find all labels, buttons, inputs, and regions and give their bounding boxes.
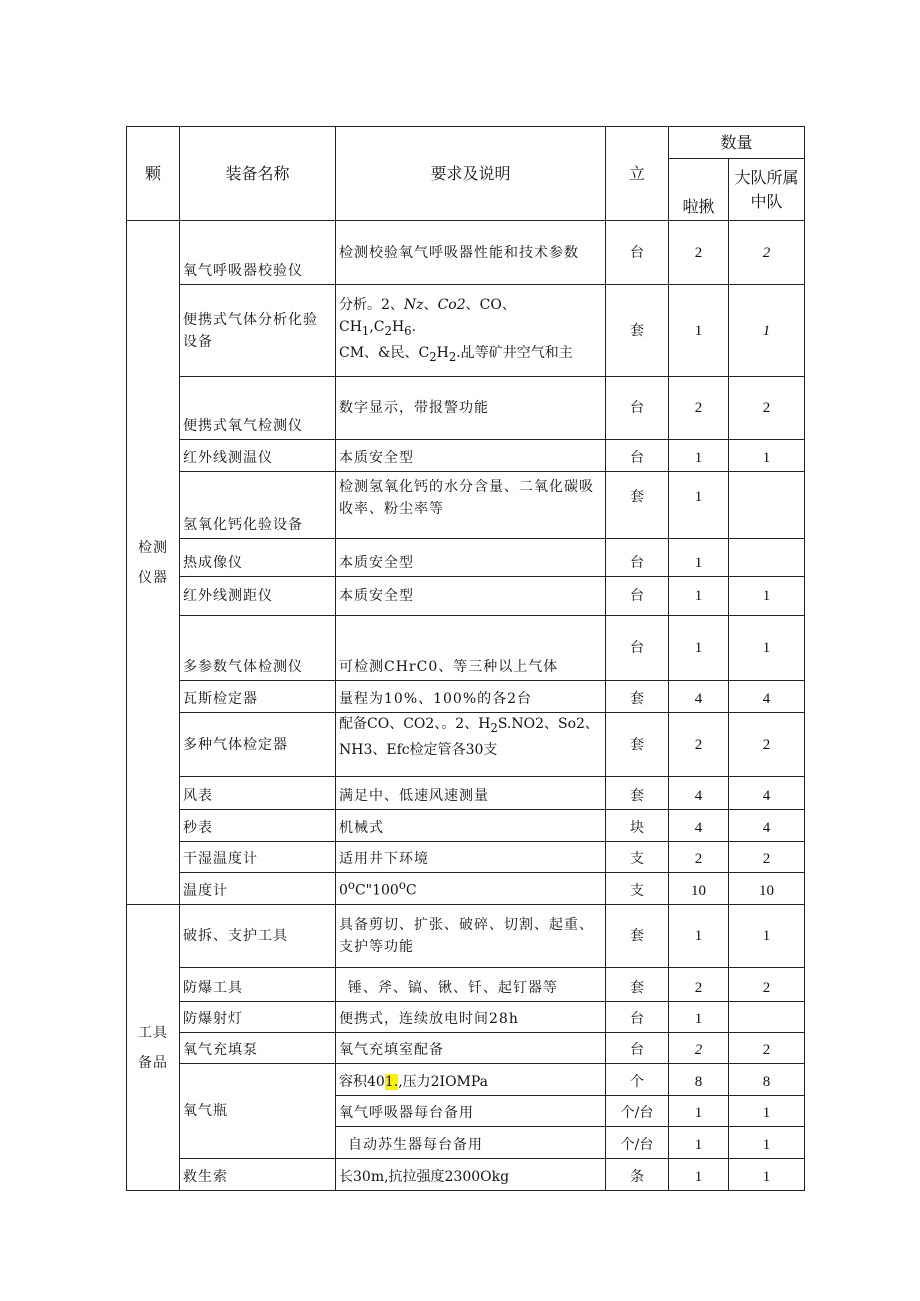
row-qty-b: 1 [729,616,805,681]
row-desc [336,285,606,377]
row-desc: 本质安全型 [336,539,606,577]
row-name: 破拆、支护工具 [180,905,336,968]
desc-text: H [436,344,449,361]
desc-text: Nz [403,296,424,313]
group-tools-label: 工具备品 [138,1024,168,1071]
row-name: 防爆工具 [180,968,336,1002]
desc-text: C"100 [354,883,399,899]
row-unit: 个/台 [606,1096,669,1127]
row-name: 多参数气体检测仪 [180,616,336,681]
row-qty-b [729,472,805,539]
desc-sup: o [398,878,406,893]
row-qty-a: 1 [669,577,729,616]
row-qty-b: 1 [729,1096,805,1127]
row-qty-a: 4 [669,810,729,842]
row-qty-a: 1 [669,539,729,577]
header-desc: 要求及说明 [336,127,606,221]
row-name: 温度计 [180,873,336,905]
desc-text: H [391,318,405,335]
row-qty-b: 4 [729,681,805,713]
desc-sub: 2 [384,323,392,338]
desc-text: 、CO、 [465,296,516,313]
group-detect-label: 检测仪器 [138,539,168,586]
desc-text: 分析。2、 [339,296,404,313]
row-qty-a: 4 [669,777,729,810]
row-desc: 本质安全型 [336,440,606,472]
row-qty-b: 1 [729,285,805,377]
desc-sub: 1 [361,323,370,338]
row-unit: 套 [606,968,669,1002]
row-qty-b: 2 [729,713,805,777]
desc-text: NH3、Efc检定管各30支 [339,741,498,758]
row-desc: 可检测CHrC0、等三种以上气体 [336,616,606,681]
row-desc: 量程为10%、100%的各2台 [336,681,606,713]
row-qty-b: 1 [729,1159,805,1191]
row-name: 秒表 [180,810,336,842]
row-desc: 检测校验氧气呼吸器性能和技术参数 [336,221,606,285]
row-name: 瓦斯检定器 [180,681,336,713]
row-unit: 台 [606,616,669,681]
row-name: 干湿温度计 [180,842,336,873]
row-qty-b: 2 [729,968,805,1002]
row-unit: 台 [606,539,669,577]
equipment-table [126,126,805,1191]
row-desc: 满足中、低速风速测量 [336,777,606,810]
row-qty-a: 2 [669,1033,729,1064]
row-qty-a: 10 [669,873,729,905]
row-unit: 台 [606,1002,669,1033]
row-desc [336,713,606,777]
desc-text: Co2 [437,296,466,313]
header-qty: 数量 [669,127,805,159]
desc-sup: o [347,878,355,893]
desc-text: ,C [369,318,385,335]
row-unit: 台 [606,1033,669,1064]
row-qty-a: 1 [669,1159,729,1191]
row-qty-b: 4 [729,810,805,842]
row-desc: 具备剪切、扩张、破碎、切割、起重、支护等功能 [336,905,606,968]
group-detect [127,221,180,905]
row-qty-a: 2 [669,377,729,440]
row-name: 红外线测温仪 [180,440,336,472]
row-name: 氧气瓶 [180,1064,336,1159]
desc-text: CM、&民、C [339,344,430,361]
desc-text: .乩等矿井空气和主 [456,344,573,361]
row-qty-b: 2 [729,1033,805,1064]
desc-text: 配备CO、CO2、。2、H [339,716,491,732]
row-name: 氧气充填泵 [180,1033,336,1064]
row-qty-a: 1 [669,285,729,377]
row-qty-b [729,1002,805,1033]
row-qty-a: 1 [669,616,729,681]
row-unit: 个 [606,1064,669,1096]
row-unit: 台 [606,577,669,616]
row-name: 风表 [180,777,336,810]
row-unit: 台 [606,377,669,440]
desc-text: S.NO2、So2、 [497,716,599,732]
row-qty-a: 4 [669,681,729,713]
row-qty-a: 2 [669,968,729,1002]
desc-sub: 2 [448,349,457,364]
row-name: 氢氧化钙化验设备 [180,472,336,539]
header-qty-a: 啦揪 [669,159,729,221]
desc-text: 、 [423,296,438,313]
row-desc: 机械式 [336,810,606,842]
row-qty-b: 1 [729,440,805,472]
row-name: 便携式氧气检测仪 [180,377,336,440]
row-unit: 块 [606,810,669,842]
header-name: 装备名称 [180,127,336,221]
row-desc: 适用井下环境 [336,842,606,873]
row-qty-a: 2 [669,842,729,873]
desc-text: . [411,318,417,335]
row-name: 救生索 [180,1159,336,1191]
row-desc: 本质安全型 [336,577,606,616]
desc-sub: 6 [404,323,412,338]
row-name: 红外线测距仪 [180,577,336,616]
row-name: 多种气体检定器 [180,713,336,777]
row-qty-b [729,539,805,577]
row-qty-b: 10 [729,873,805,905]
row-unit: 套 [606,905,669,968]
desc-sub: 2 [490,720,498,735]
desc-text: ,压力2IOMPa [398,1074,489,1090]
row-qty-a: 1 [669,1096,729,1127]
row-name: 氧气呼吸器校验仪 [180,221,336,285]
row-qty-a: 1 [669,905,729,968]
row-qty-a: 1 [669,1127,729,1159]
row-unit: 套 [606,681,669,713]
row-qty-b: 4 [729,777,805,810]
row-qty-a: 2 [669,713,729,777]
desc-text: 0 [339,883,348,899]
desc-highlight: 1. [384,1074,399,1090]
row-qty-b: 8 [729,1064,805,1096]
desc-text: C [405,883,417,899]
row-unit: 台 [606,440,669,472]
row-desc: 数字显示，带报警功能 [336,377,606,440]
row-desc: 长30m,抗拉强度2300Okg [336,1159,606,1191]
row-unit: 条 [606,1159,669,1191]
desc-text: 容积40 [339,1074,385,1090]
desc-sub: 2 [429,349,437,364]
desc-text: CH [339,318,362,335]
row-desc: 便携式，连续放电时间28h [336,1002,606,1033]
row-unit: 套 [606,777,669,810]
row-unit: 台 [606,221,669,285]
header-category: 颗 [127,127,180,221]
row-qty-b: 1 [729,577,805,616]
row-unit: 支 [606,873,669,905]
row-qty-b: 2 [729,842,805,873]
row-qty-b: 2 [729,377,805,440]
row-qty-b: 1 [729,905,805,968]
row-unit: 支 [606,842,669,873]
row-qty-b: 2 [729,221,805,285]
row-qty-b: 1 [729,1127,805,1159]
header-unit: 立 [606,127,669,221]
row-desc: 氧气充填室配备 [336,1033,606,1064]
row-desc: 锤、斧、镐、锹、钎、起钉器等 [336,968,606,1002]
row-name: 防爆射灯 [180,1002,336,1033]
row-desc: 氧气呼吸器每台备用 [336,1096,606,1127]
row-unit: 套 [606,472,669,539]
row-qty-a: 8 [669,1064,729,1096]
header-qty-b: 大队所属中队 [729,159,805,221]
row-unit: 套 [606,713,669,777]
row-desc [336,1064,606,1096]
row-unit: 套 [606,285,669,377]
row-desc [336,873,606,905]
row-unit: 个/台 [606,1127,669,1159]
row-qty-a: 1 [669,472,729,539]
row-qty-a: 1 [669,1002,729,1033]
row-desc: 检测氢氧化钙的水分含量、二氧化碳吸收率、粉尘率等 [336,472,606,539]
group-tools [127,905,180,1191]
row-qty-a: 1 [669,440,729,472]
row-desc: 自动苏生器每台备用 [336,1127,606,1159]
row-qty-a: 2 [669,221,729,285]
row-name: 便携式气体分析化验设备 [180,285,336,377]
row-name: 热成像仪 [180,539,336,577]
